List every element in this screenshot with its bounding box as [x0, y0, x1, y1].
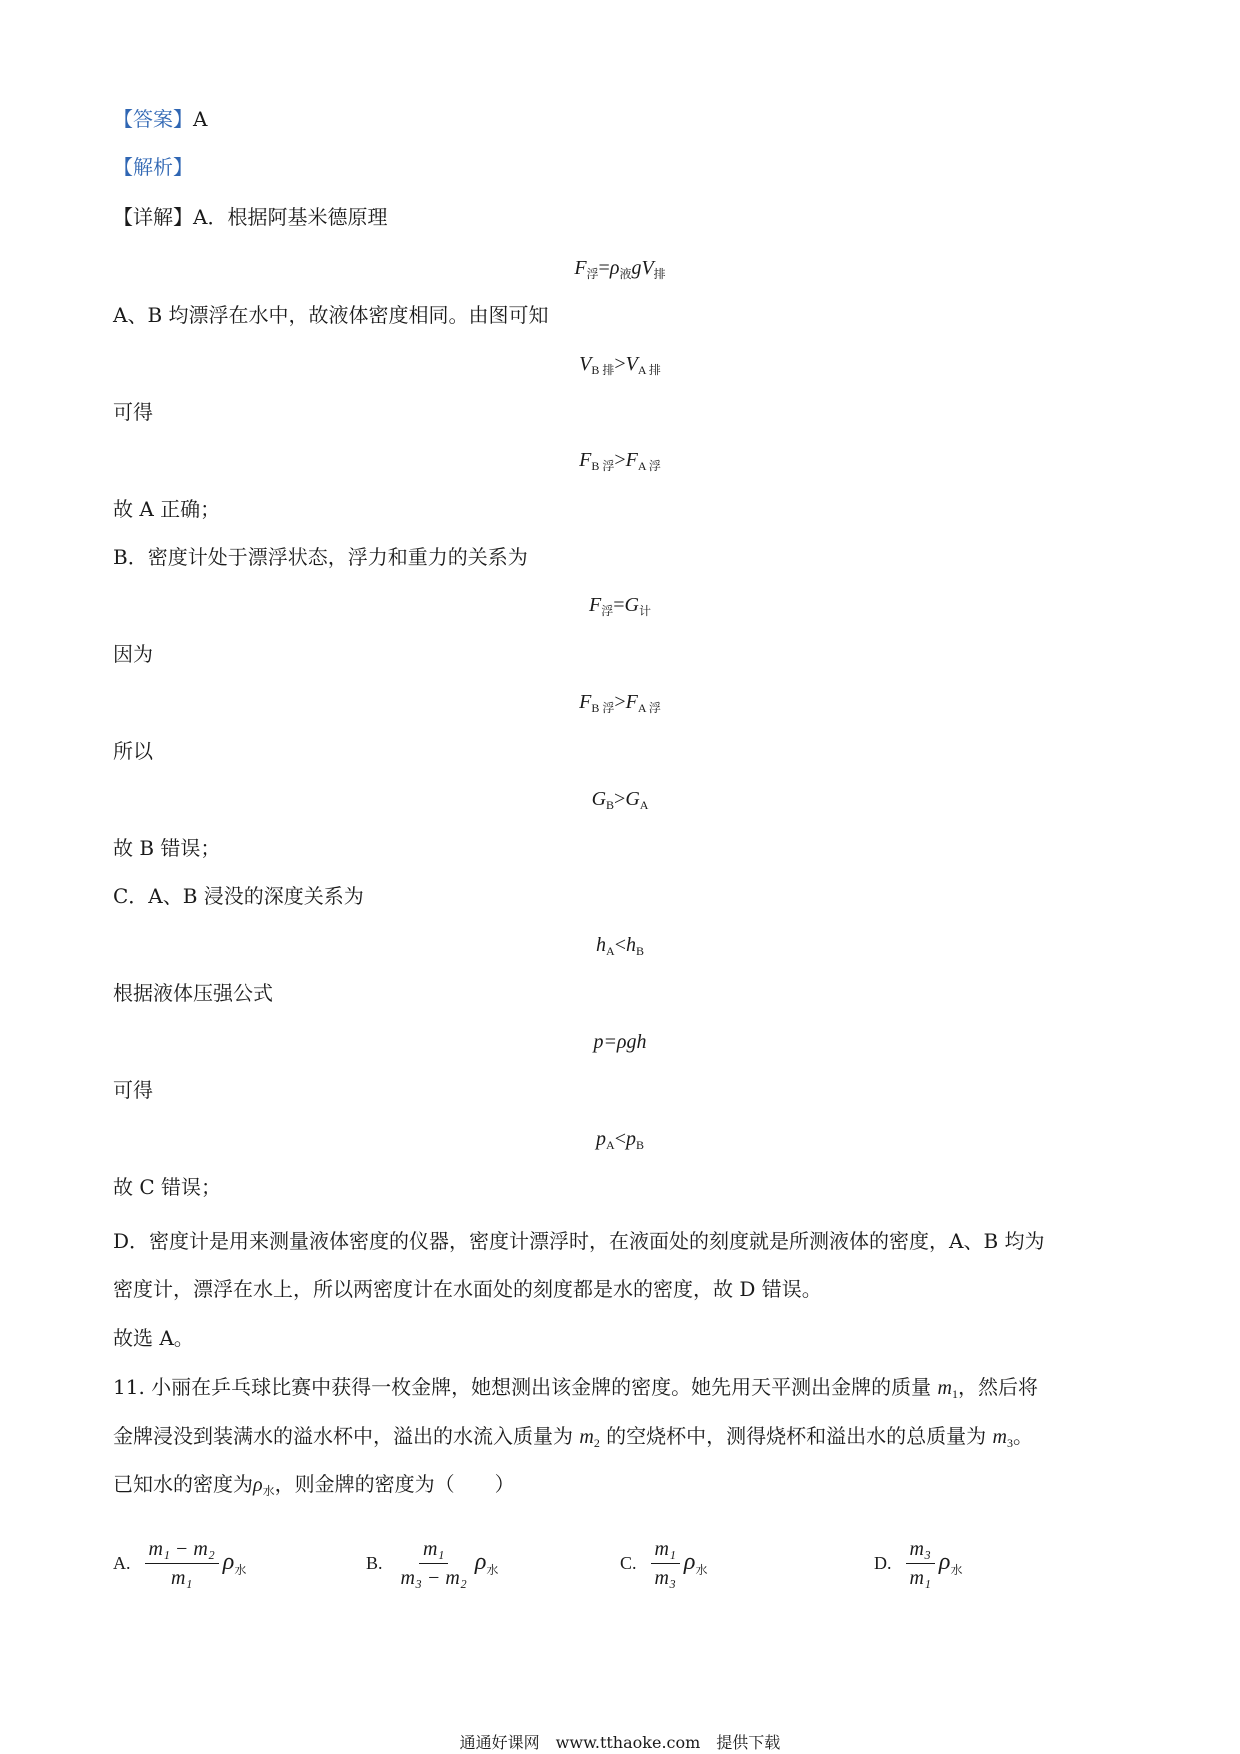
- text-line-c-wrong: 故 C 错误；: [113, 1175, 222, 1199]
- equation-force-compare-2: $F_{B 浮}>F_{A 浮}$: [579, 691, 661, 715]
- text-line-b1: B．密度计处于漂浮状态，浮力和重力的关系为: [113, 545, 528, 569]
- analysis-label: 【解析】: [113, 155, 193, 179]
- text-line-d1: D．密度计是用来测量液体密度的仪器，密度计漂浮时，在液面处的刻度就是所测液体的密度，A、B 均为: [113, 1229, 1045, 1253]
- option-d-letter: D.: [874, 1552, 892, 1573]
- page-footer: 通通好课网 www.tthaoke.com 提供下载: [459, 1733, 781, 1752]
- option-a[interactable]: [113, 1528, 246, 1598]
- question-11-line-1: 11. 小丽在乒乓球比赛中获得一枚金牌，她想测出该金牌的密度。她先用天平测出金牌的质量 $m_1$，然后将: [113, 1375, 1038, 1401]
- text-line-a1: A、B 均漂浮在水中，故液体密度相同。由图可知: [113, 303, 549, 327]
- equation-float-gravity: $F_浮=G_计$: [589, 594, 651, 618]
- text-line-c2: 根据液体压强公式: [113, 981, 273, 1005]
- equation-volume-compare: $V_{B 排}>V_{A 排}$: [579, 353, 661, 377]
- option-b-rho: $\rho_水$: [474, 1548, 499, 1577]
- text-line-yinwei: 因为: [113, 642, 153, 666]
- equation-pressure-compare: $p_A<p_B$: [596, 1128, 644, 1152]
- option-c-letter: C.: [620, 1552, 637, 1573]
- text-line-suoyi: 所以: [113, 739, 153, 763]
- answer-line: [113, 107, 207, 131]
- text-line-choose: 故选 A。: [113, 1326, 194, 1350]
- detail-label: 【详解】: [113, 205, 193, 229]
- option-d-rho: $\rho_水$: [938, 1548, 963, 1577]
- option-a-fraction: $\frac{\text{m₁ − m₂}}{\text{m₁}}$: [145, 1535, 219, 1592]
- question-11-line-2: 金牌浸没到装满水的溢水杯中，溢出的水流入质量为 $m_2$ 的空烧杯中，测得烧杯和溢出水的总质量为 $m_3$。: [113, 1424, 1033, 1450]
- equation-depth-compare: $h_A<h_B$: [596, 934, 644, 958]
- equation-buoyancy: $F_浮=\rho_液gV_排$: [574, 257, 666, 281]
- analysis-line: [113, 155, 193, 179]
- option-b[interactable]: [366, 1528, 498, 1598]
- text-line-a-correct: 故 A 正确；: [113, 497, 221, 521]
- option-a-letter: A.: [113, 1552, 131, 1573]
- option-b-fraction: $\frac{\text{m₁}}{\text{m₃ − m₂}}$: [397, 1535, 471, 1592]
- question-11-line-3: 已知水的密度为$\rho_水$，则金牌的密度为（ ）: [113, 1472, 515, 1498]
- equation-pressure: p=ρgh: [593, 1031, 647, 1053]
- text-line-kede2: 可得: [113, 1078, 153, 1102]
- text-line-c1: C．A、B 浸没的深度关系为: [113, 884, 364, 908]
- equation-gravity-compare: $G_B>G_A$: [591, 788, 649, 812]
- answer-value: A: [193, 107, 208, 131]
- option-c-rho: $\rho_水$: [683, 1548, 708, 1577]
- option-d-fraction: $\frac{\text{m₃}}{\text{m₁}}$: [906, 1535, 935, 1592]
- option-d[interactable]: [874, 1528, 962, 1598]
- text-line-kede1: 可得: [113, 400, 153, 424]
- option-b-letter: B.: [366, 1552, 383, 1573]
- detail-text: A．根据阿基米德原理: [193, 205, 388, 229]
- text-line-d2: 密度计，漂浮在水上，所以两密度计在水面处的刻度都是水的密度，故 D 错误。: [113, 1277, 822, 1301]
- option-c[interactable]: [620, 1528, 707, 1598]
- equation-force-compare-1: $F_{B 浮}>F_{A 浮}$: [579, 449, 661, 473]
- text-line-b-wrong: 故 B 错误；: [113, 836, 221, 860]
- detail-line: [113, 205, 387, 229]
- answer-label: 【答案】: [113, 107, 193, 131]
- option-a-rho: $\rho_水$: [222, 1548, 247, 1577]
- option-c-fraction: $\frac{\text{m₁}}{\text{m₃}}$: [651, 1535, 680, 1592]
